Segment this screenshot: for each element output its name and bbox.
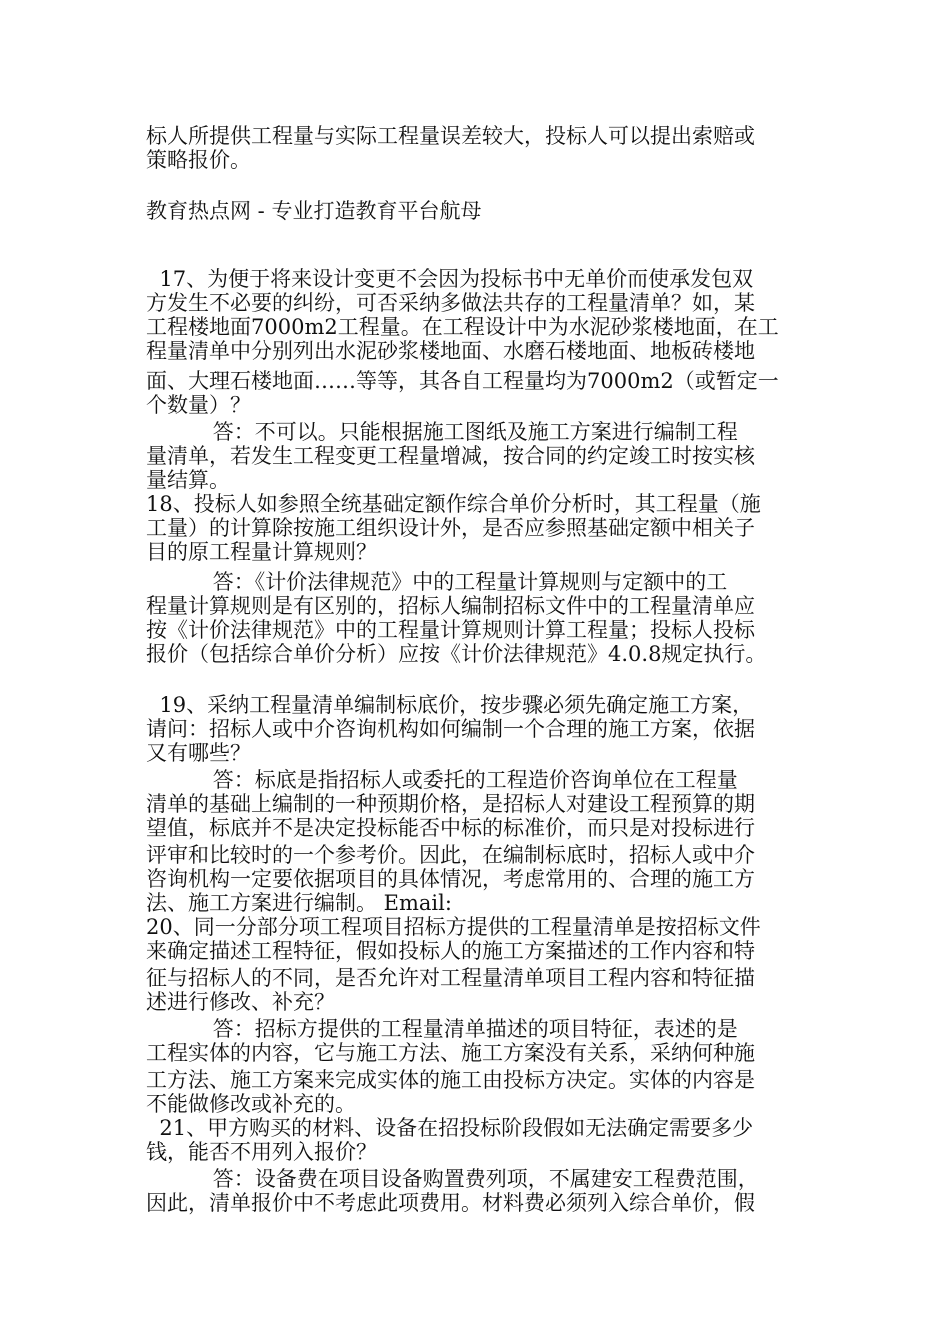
text-line: 望值，标底并不是决定投标能否中标的标准价，而只是对投标进行 xyxy=(146,816,755,840)
text-line: 钱，能否不用列入报价？ xyxy=(146,1140,377,1164)
answer-18: 答：《计价法律规范》中的工程量计算规则与定额中的工 xyxy=(146,570,728,594)
text-line: 不能做修改或补充的。 xyxy=(146,1092,356,1116)
text-line: 工量）的计算除按施工组织设计外，是否应参照基础定额中相关子 xyxy=(146,516,755,540)
text-line: 按《计价法律规范》中的工程量计算规则计算工程量；投标人投标 xyxy=(146,618,755,642)
question-20: 20、同一分部分项工程项目招标方提供的工程量清单是按招标文件 xyxy=(146,915,761,939)
site-slogan: 教育热点网 - 专业打造教育平台航母 xyxy=(146,199,482,223)
text-line: 清单的基础上编制的一种预期价格，是招标人对建设工程预算的期 xyxy=(146,792,755,816)
text-line: 程量计算规则是有区别的，招标人编制招标文件中的工程量清单应 xyxy=(146,594,755,618)
answer-21: 答：设备费在项目设备购置费列项，不属建安工程费范围， xyxy=(146,1167,759,1191)
answer-17: 答：不可以。只能根据施工图纸及施工方案进行编制工程 xyxy=(146,420,738,444)
question-21: 21、甲方购买的材料、设备在招投标阶段假如无法确定需要多少 xyxy=(146,1116,754,1140)
answer-20: 答：招标方提供的工程量清单描述的项目特征，表述的是 xyxy=(146,1017,738,1041)
text-line: 请问：招标人或中介咨询机构如何编制一个合理的施工方案，依据 xyxy=(146,717,755,741)
question-17: 17、为便于将来设计变更不会因为投标书中无单价而使承发包双 xyxy=(146,267,754,291)
text-line: 量清单，若发生工程变更工程量增减，按合同的约定竣工时按实核 xyxy=(146,444,755,468)
text-line: 报价（包括综合单价分析）应按《计价法律规范》4.0.8规定执行。 xyxy=(146,642,767,666)
text-line: 述进行修改、补充？ xyxy=(146,990,335,1014)
text-line: 法、施工方案进行编制。 Email: xyxy=(146,891,452,915)
text-line: 工程楼地面7000m2工程量。在工程设计中为水泥砂浆楼地面，在工 xyxy=(146,315,779,339)
question-19: 19、采纳工程量清单编制标底价，按步骤必须先确定施工方案， xyxy=(146,693,754,717)
answer-19: 答：标底是指招标人或委托的工程造价咨询单位在工程量 xyxy=(146,768,738,792)
text-line: 个数量）？ xyxy=(146,393,251,417)
question-18: 18、投标人如参照全统基础定额作综合单价分析时，其工程量（施 xyxy=(146,492,761,516)
text-line: 程量清单中分别列出水泥砂浆楼地面、水磨石楼地面、地板砖楼地 xyxy=(146,339,755,363)
text-line: 标人所提供工程量与实际工程量误差较大，投标人可以提出索赔或 xyxy=(146,124,755,148)
text-line: 征与招标人的不同，是否允许对工程量清单项目工程内容和特征描 xyxy=(146,966,755,990)
text-line: 工程实体的内容，它与施工方法、施工方案没有关系，采纳何种施 xyxy=(146,1041,755,1065)
text-line: 目的原工程量计算规则？ xyxy=(146,540,377,564)
text-line: 又有哪些？ xyxy=(146,741,251,765)
text-line: 策略报价。 xyxy=(146,148,251,172)
text-line: 工方法、施工方案来完成实体的施工由投标方决定。实体的内容是 xyxy=(146,1068,755,1092)
text-line: 面、大理石楼地面……等等，其各自工程量均为7000m2（或暂定一 xyxy=(146,369,779,393)
text-line: 因此，清单报价中不考虑此项费用。材料费必须列入综合单价，假 xyxy=(146,1191,755,1215)
text-line: 量结算。 xyxy=(146,468,230,492)
text-line: 评审和比较时的一个参考价。因此，在编制标底时，招标人或中介 xyxy=(146,843,755,867)
text-line: 方发生不必要的纠纷，可否采纳多做法共存的工程量清单？如，某 xyxy=(146,291,755,315)
text-line: 咨询机构一定要依据项目的具体情况，考虑常用的、合理的施工方 xyxy=(146,867,755,891)
text-line: 来确定描述工程特征，假如投标人的施工方案描述的工作内容和特 xyxy=(146,939,755,963)
